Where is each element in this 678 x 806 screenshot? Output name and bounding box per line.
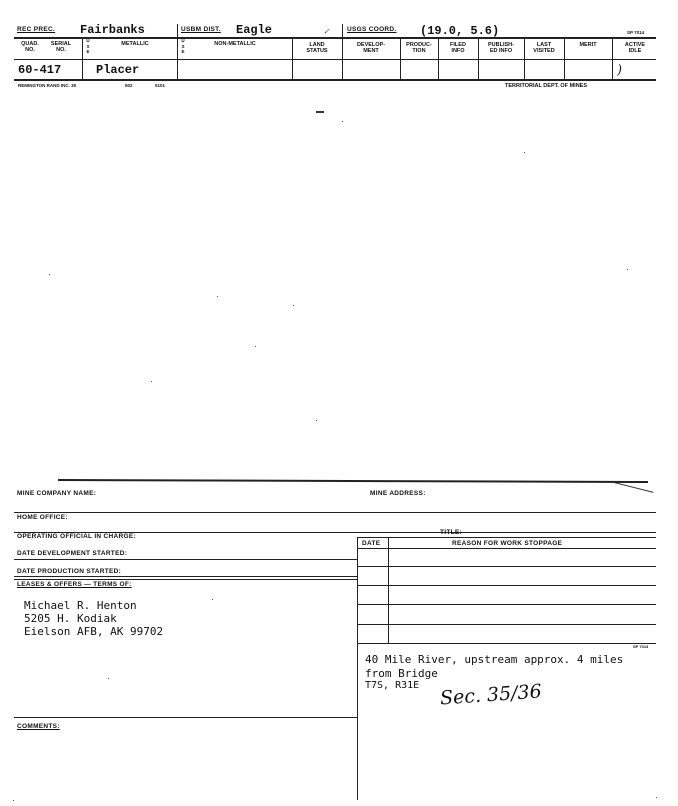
col-non-metallic: NON-METALLIC xyxy=(214,41,256,47)
col-merit: MERIT xyxy=(579,42,597,48)
pencil-mark: ✓ xyxy=(323,27,330,36)
col-quad-no: QUAD. NO. xyxy=(21,41,39,53)
address-stroke xyxy=(614,482,653,493)
date-label: DATE xyxy=(362,540,381,547)
location-line-2: from Bridge xyxy=(365,667,438,680)
reason-label: REASON FOR WORK STOPPAGE xyxy=(452,540,563,547)
col-serial-no: SERIAL NO. xyxy=(50,41,72,53)
home-office-label: HOME OFFICE: xyxy=(17,514,68,521)
printer-code-2: 5101 xyxy=(155,83,166,88)
printer-line: REMINGTON RAND INC. 30 xyxy=(18,83,77,88)
form-number: SP 7014 xyxy=(627,30,645,35)
title-label: TITLE: xyxy=(440,529,463,536)
usgs-coord-label: USGS COORD. xyxy=(347,26,397,33)
usbm-dist-value: Eagle xyxy=(236,23,273,37)
rec-prec-label: REC PREC. xyxy=(17,26,56,33)
department-name: TERRITORIAL DEPT. OF MINES xyxy=(505,83,587,89)
mine-company-label: MINE COMPANY NAME: xyxy=(17,490,97,497)
remarks-form-number: SP 7013 xyxy=(633,644,649,649)
col-published-info: PUBLISH- ED INFO xyxy=(488,42,514,54)
col-use-2: U S E xyxy=(181,38,185,54)
usbm-dist-label: USBM DIST. xyxy=(181,26,221,33)
col-active-idle: ACTIVE IDLE xyxy=(624,42,646,54)
mine-address-label: MINE ADDRESS: xyxy=(370,490,426,497)
col-filed-info: FILED INFO xyxy=(450,42,466,54)
leases-label: LEASES & OFFERS — TERMS OF: xyxy=(17,581,132,588)
location-line-3: T7S, R31E xyxy=(365,680,420,691)
col-use: U S E xyxy=(86,38,90,54)
printer-code-1: 502 xyxy=(125,83,133,88)
location-line-1: 40 Mile River, upstream approx. 4 miles xyxy=(365,653,624,666)
rec-prec-value: Fairbanks xyxy=(80,23,145,37)
col-development: DEVELOP- MENT xyxy=(356,42,386,54)
usgs-coord-value: (19.0, 5.6) xyxy=(420,24,500,38)
prod-started-label: DATE PRODUCTION STARTED: xyxy=(17,568,122,575)
dev-started-label: DATE DEVELOPMENT STARTED: xyxy=(17,550,128,557)
operating-official-label: OPERATING OFFICIAL IN CHARGE: xyxy=(17,533,136,540)
lessee-city: Eielson AFB, AK 99702 xyxy=(24,625,164,638)
col-metallic: METALLIC xyxy=(121,41,149,47)
handwritten-section-note: Sec. 35/36 xyxy=(439,680,543,710)
quad-serial-value: 60-417 xyxy=(18,63,62,77)
comments-label: COMMENTS: xyxy=(17,723,60,730)
lessee-street: 5205 H. Kodiak xyxy=(24,612,117,625)
col-production: PRODUC- TION xyxy=(406,42,432,54)
metallic-value: Placer xyxy=(96,63,140,77)
lessee-name: Michael R. Henton xyxy=(24,599,137,612)
col-last-visited: LAST VISITED xyxy=(533,42,555,54)
active-idle-mark: ) xyxy=(617,63,623,78)
col-land-status: LAND STATUS xyxy=(306,42,328,54)
